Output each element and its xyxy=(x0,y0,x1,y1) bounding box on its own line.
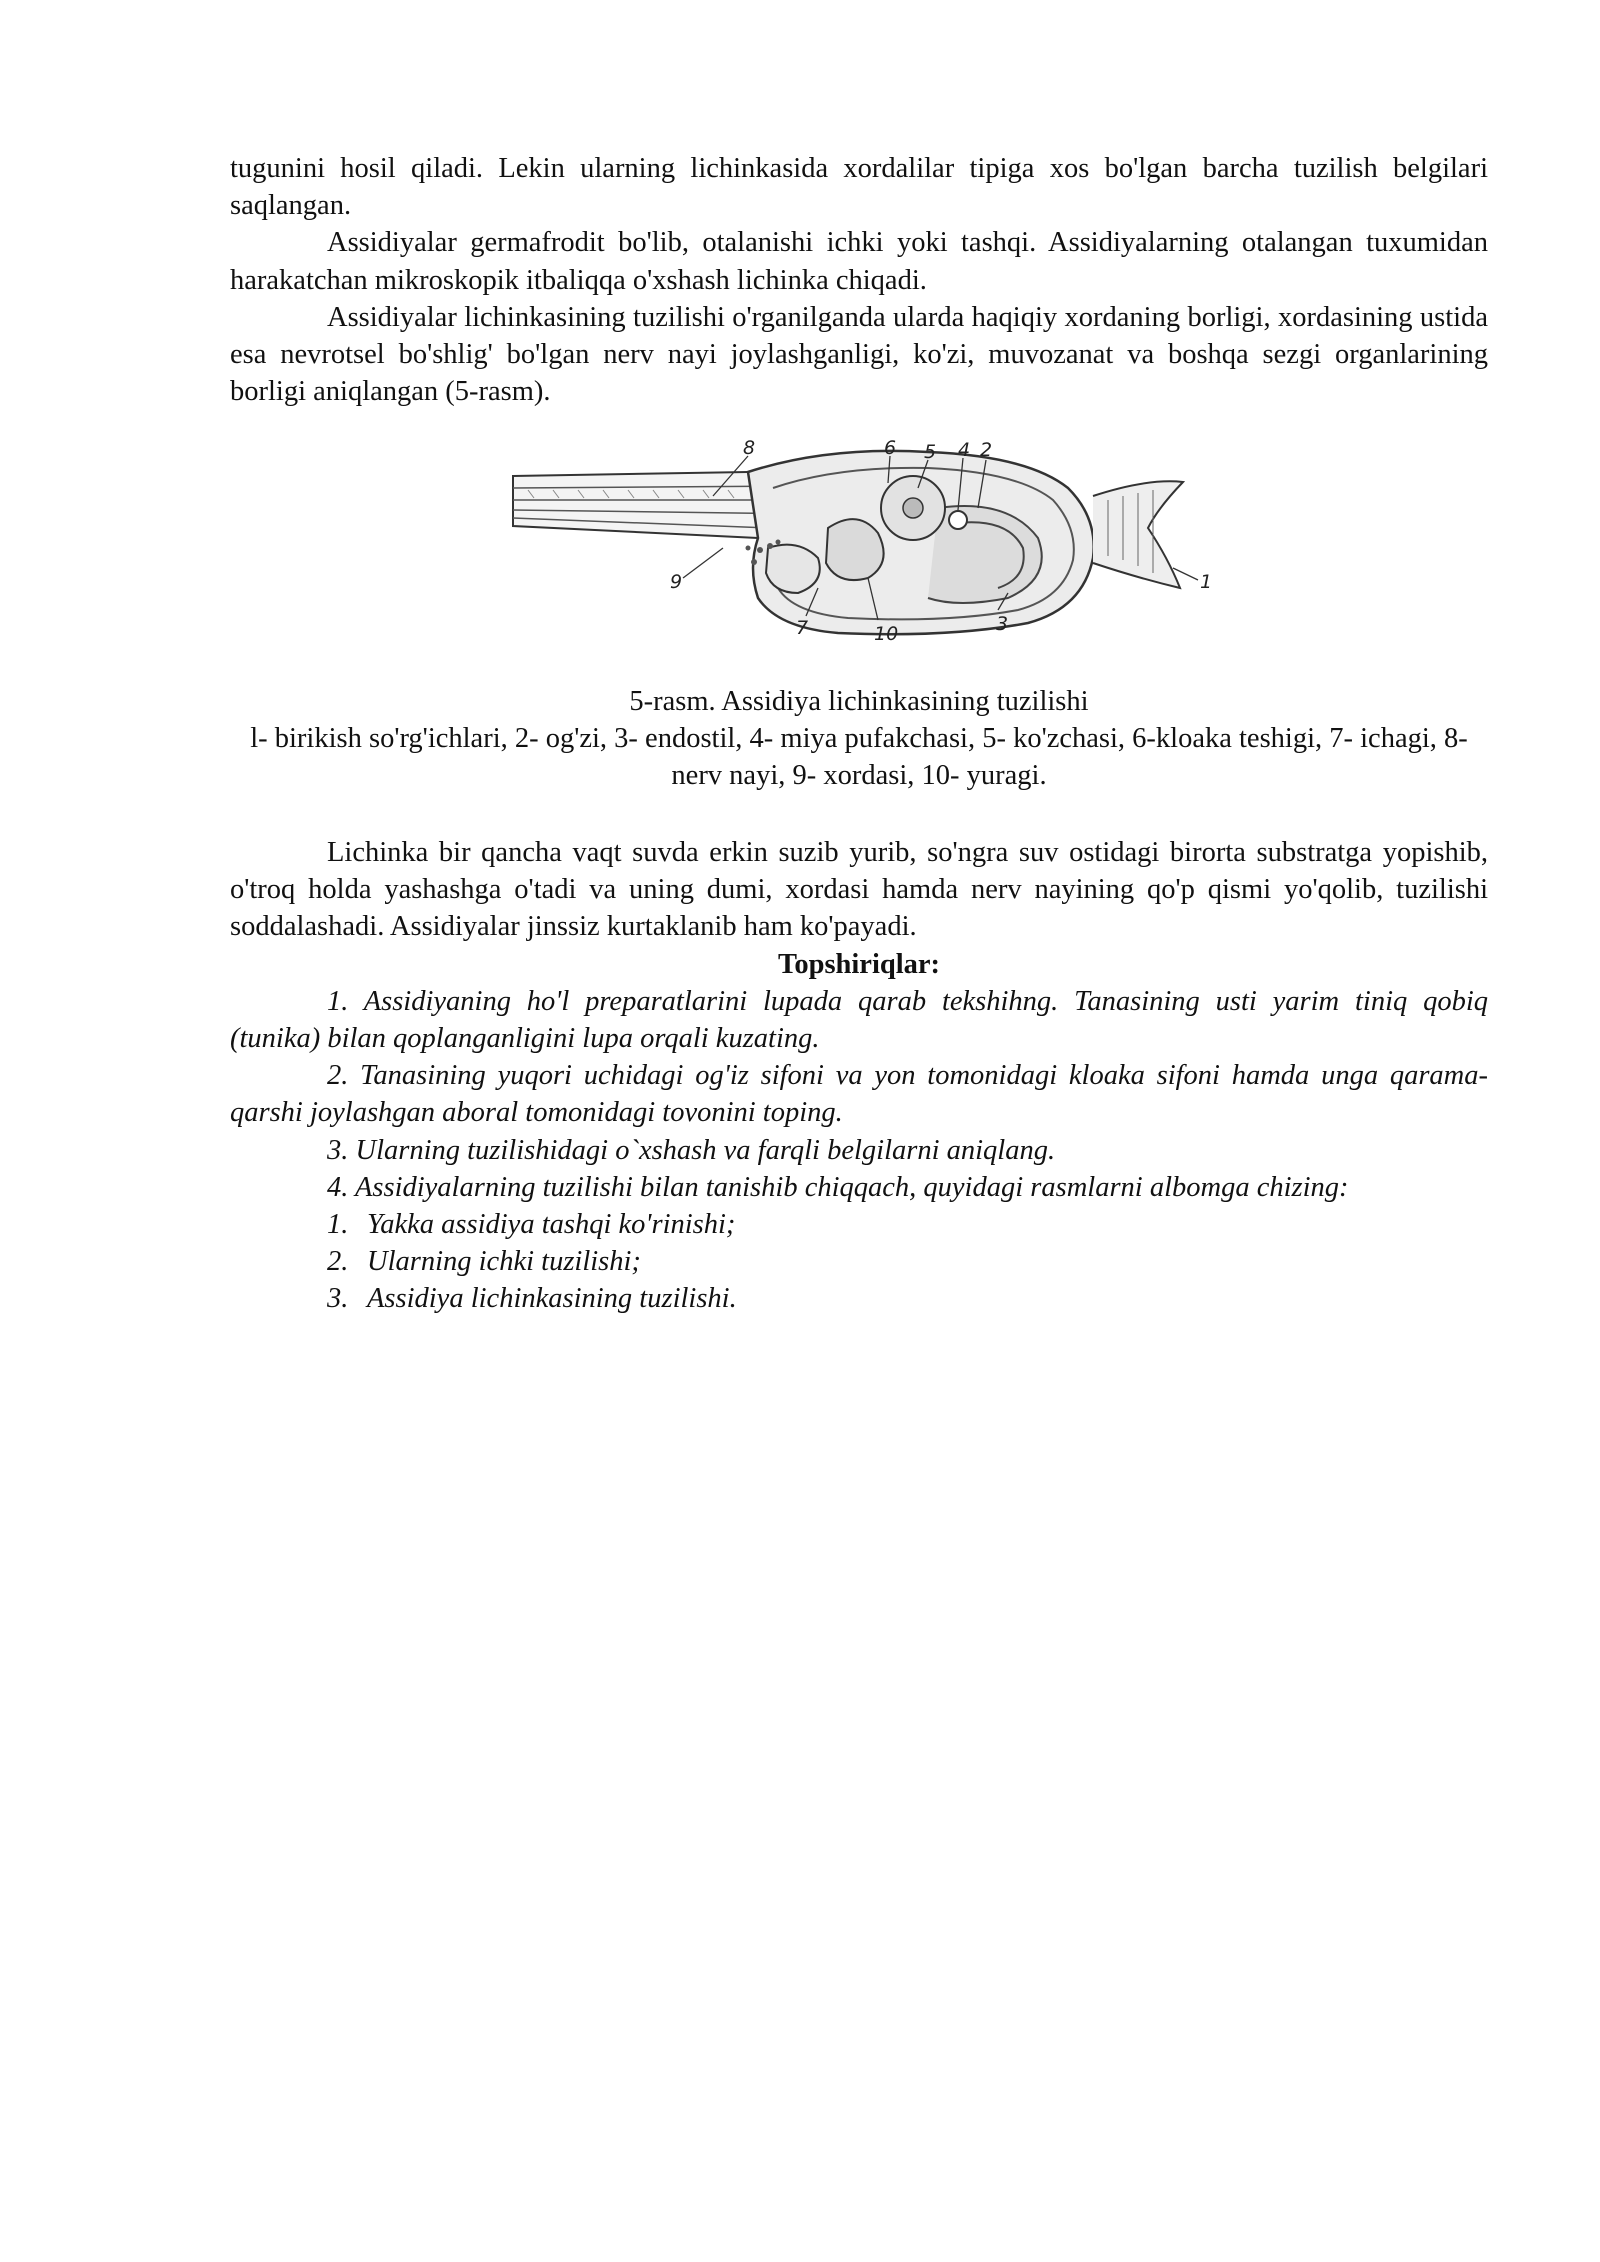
task-item-4: 4. Assidiyalarning tuzilishi bilan tanishib chiqqach, quyidagi rasmlarni albomga chizing: xyxy=(327,1171,1349,1203)
drawing-item-1 xyxy=(230,1206,1488,1243)
caption-title: 5-rasm. Assidiya lichinkasining tuzilishi xyxy=(629,686,1089,717)
drawing-number: 3. xyxy=(327,1283,349,1315)
task-item-2: 2. Tanasining yuqori uchidagi og'iz sifoni va yon tomonidagi kloaka sifoni hamda unga qarama-qarshi joylashgan aboral tomonidagi tovonini toping. xyxy=(230,1060,1488,1129)
label-9: 9 xyxy=(670,571,683,593)
label-2: 2 xyxy=(980,439,993,461)
label-4: 4 xyxy=(958,439,971,461)
label-8: 8 xyxy=(743,438,756,459)
paragraph-3: Assidiyalar lichinkasining tuzilishi o'rganilganda ularda haqiqiy xordaning borligi, xordasining ustida esa nevrotsel bo'shlig' bo'lgan nerv nayi joylashganligi, ko'zi, muvozanat va boshqa sezgi organlarining borligi aniqlangan (5-rasm). xyxy=(230,301,1488,408)
task-item-3: 3. Ularning tuzilishidagi o`xshash va farqli belgilarni aniqlang. xyxy=(327,1134,1056,1166)
paragraph-1: tugunini hosil qiladi. Lekin ularning lichinkasida xordalilar tipiga xos bo'lgan barcha tuzilish belgilari saqlangan. xyxy=(230,153,1488,222)
task-item-1: 1. Assidiyaning ho'l preparatlarini lupada qarab tekshihng. Tanasining usti yarim tiniq qobiq (tunika) bilan qoplanganligini lupa orqali kuzating. xyxy=(230,985,1488,1055)
label-1: 1 xyxy=(1200,571,1213,593)
drawing-text: Assidiya lichinkasining tuzilishi. xyxy=(367,1283,737,1315)
caption-legend: l- birikish so'rg'ichlari, 2- og'zi, 3- endostil, 4- miya pufakchasi, 5- ko'zchasi, 6-kloaka teshigi, 7- ichagi, 8- nerv nayi, 9- xordasi, 10- yuragi. xyxy=(250,723,1468,792)
drawing-number: 2. xyxy=(327,1246,349,1278)
ascidian-larva-diagram xyxy=(508,438,1218,656)
label-6: 6 xyxy=(884,438,897,459)
label-7: 7 xyxy=(796,617,809,639)
intro-text xyxy=(230,150,1488,410)
larva-figure xyxy=(508,438,1218,656)
figure-caption xyxy=(230,683,1488,795)
label-3: 3 xyxy=(996,613,1009,635)
drawing-text: Ularning ichki tuzilishi; xyxy=(367,1246,641,1278)
paragraph-4: Lichinka bir qancha vaqt suvda erkin suzib yurib, so'ngra suv ostidagi birorta substratga yopishib, o'troq holda yashashga o'tadi va uning dumi, xordasi hamda nerv nayining qo'p qismi yo'qolib, tuzilishi soddalashadi. Assidiyalar jinssiz kurtaklanib ham ko'payadi. xyxy=(230,837,1488,943)
tasks-heading: Topshiriqlar: xyxy=(777,948,941,980)
body-text xyxy=(230,834,1488,1318)
label-5: 5 xyxy=(924,441,937,463)
drawing-item-2 xyxy=(230,1243,1488,1280)
paragraph-2: Assidiyalar germafrodit bo'lib, otalanishi ichki yoki tashqi. Assidiyalarning otalangan tuxumidan harakatchan mikroskopik itbaliqqa o'xshash lichinka chiqadi. xyxy=(230,227,1488,296)
drawing-item-3 xyxy=(230,1280,1488,1317)
drawing-number: 1. xyxy=(327,1209,349,1241)
drawing-text: Yakka assidiya tashqi ko'rinishi; xyxy=(367,1209,736,1241)
label-10: 10 xyxy=(874,623,899,645)
